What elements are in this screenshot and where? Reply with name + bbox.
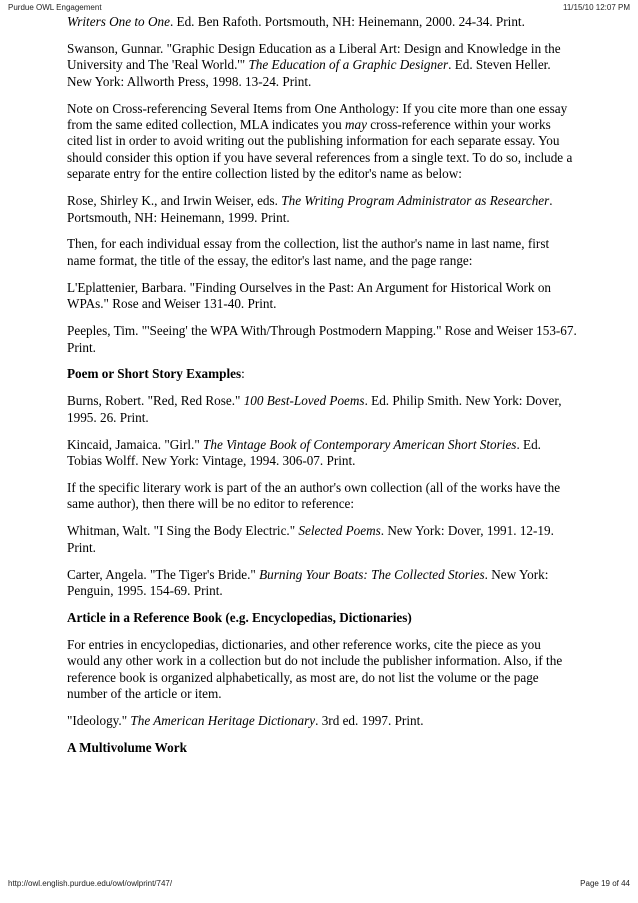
citation-paragraph: Peeples, Tim. "'Seeing' the WPA With/Through Postmodern Mapping." Rose and Weiser 153-67. Print. (67, 323, 577, 355)
instruction-paragraph: If the specific literary work is part of the an author's own collection (all of the works have the same author), then there will be no editor to reference: (67, 479, 561, 512)
citation-title: 100 Best-Loved Poems (243, 393, 365, 409)
footer-url: http://owl.english.purdue.edu/owl/owlprint/747/ (8, 879, 173, 888)
citation-title: The Writing Program Administrator as Researcher (281, 193, 550, 209)
header-timestamp: 11/15/10 12:07 PM (562, 3, 630, 12)
emphasis: may (344, 117, 367, 133)
citation-paragraph: L'Eplattenier, Barbara. "Finding Ourselves in the Past: An Argument for Historical Work on WPAs." Rose and Weiser 131-40. Print. (67, 279, 552, 312)
section-heading: A Multivolume Work (67, 739, 187, 755)
section-heading: Poem or Short Story Examples: (67, 366, 245, 382)
citation-title: Burning Your Boats: The Collected Stories (259, 566, 485, 582)
footer-page-number: Page 19 of 44 (580, 879, 630, 888)
citation-title: The Education of a Graphic Designer (248, 57, 449, 73)
citation-title: The American Heritage Dictionary (130, 712, 316, 728)
note-paragraph: Note on Cross-referencing Several Items from One Anthology: If you cite more than one essay from the same edited collection, MLA indicates you may cross-reference within your works cited list in order to avoid writing out the publishing information for each separate essay. You should consider this option if you have several references from a single text. To do so, include a separate entry for the entire collection listed by the editor's name as below: (67, 100, 573, 182)
citation-title: Selected Poems (298, 523, 381, 539)
citation-title: The Vintage Book of Contemporary American Short Stories (203, 436, 517, 452)
citation-paragraph: Rose, Shirley K., and Irwin Weiser, eds. The Writing Program Administrator as Researcher. Portsmouth, NH: Heinemann, 1999. Print. (67, 193, 553, 225)
citation-title: Writers One to One (67, 14, 170, 29)
instruction-paragraph: For entries in encyclopedias, dictionaries, and other reference works, cite the piece as you would any other work in a collection but do not include the publisher information. Also, if the reference book is organized alphabetically, as most are, do not list the volume or the page number of the article or item. (67, 636, 563, 701)
document-body (67, 14, 577, 767)
citation-paragraph: Burns, Robert. "Red, Red Rose." 100 Best-Loved Poems. Ed. Philip Smith. New York: Dover, 1995. 26. Print. (67, 393, 562, 425)
citation-paragraph: Whitman, Walt. "I Sing the Body Electric." Selected Poems. New York: Dover, 1991. 12-19. Print. (67, 523, 554, 555)
citation-paragraph: "Ideology." The American Heritage Dictionary. 3rd ed. 1997. Print. (67, 712, 424, 728)
section-heading: Article in a Reference Book (e.g. Encyclopedias, Dictionaries) (67, 609, 412, 625)
citation-paragraph: Carter, Angela. "The Tiger's Bride." Burning Your Boats: The Collected Stories. New York: Penguin, 1995. 154-69. Print. (67, 566, 549, 598)
citation-paragraph: Swanson, Gunnar. "Graphic Design Education as a Liberal Art: Design and Knowledge in the University and The 'Real World.'" The Education of a Graphic Designer. Ed. Steven Heller. New York: Allworth Press, 1998. 13-24. Print. (67, 40, 561, 89)
instruction-paragraph: Then, for each individual essay from the collection, list the author's name in last name, first name format, the title of the essay, the editor's last name, and the page range: (67, 236, 550, 268)
citation-paragraph: Kincaid, Jamaica. "Girl." The Vintage Book of Contemporary American Short Stories. Ed. Tobias Wolff. New York: Vintage, 1994. 306-07. Print. (67, 436, 541, 469)
citation-paragraph: Writers One to One. Ed. Ben Rafoth. Portsmouth, NH: Heinemann, 2000. 24-34. Print. (67, 14, 525, 29)
header-site-title: Purdue OWL Engagement (8, 3, 102, 12)
